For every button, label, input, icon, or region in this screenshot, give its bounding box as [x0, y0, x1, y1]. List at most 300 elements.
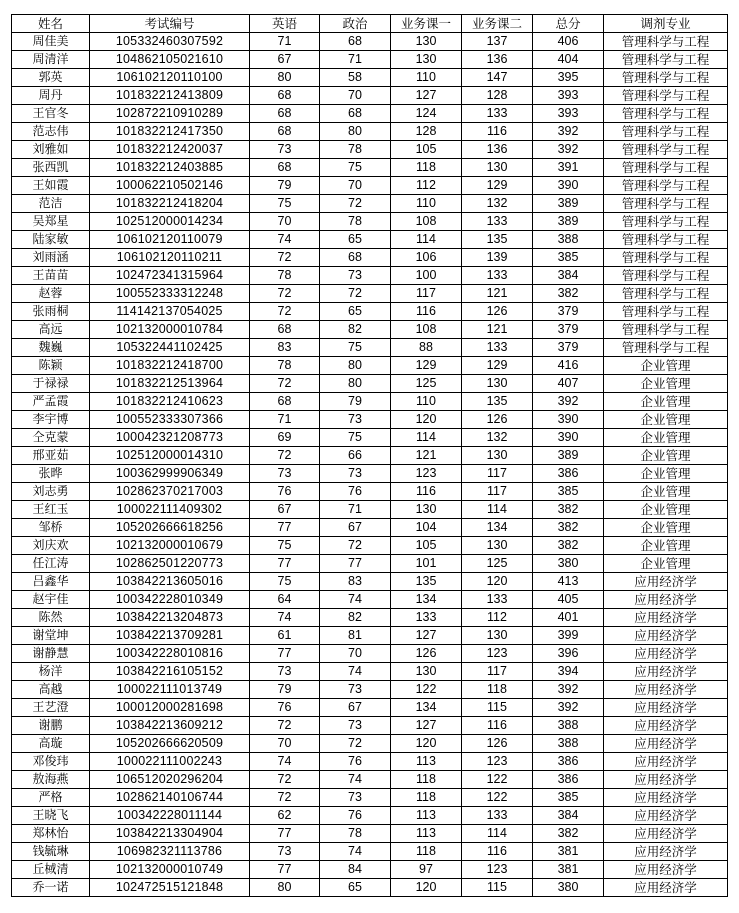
cell-subject-one: 129 — [391, 357, 462, 375]
table-row — [12, 879, 728, 897]
cell-total: 390 — [533, 411, 604, 429]
cell-politics: 72 — [320, 285, 391, 303]
cell-subject-one: 113 — [391, 807, 462, 825]
cell-major: 管理科学与工程 — [604, 159, 728, 177]
cell-name: 刘雅如 — [12, 141, 90, 159]
cell-subject-two: 123 — [462, 753, 533, 771]
cell-major: 管理科学与工程 — [604, 51, 728, 69]
table-row — [12, 555, 728, 573]
cell-major: 应用经济学 — [604, 663, 728, 681]
cell-total: 395 — [533, 69, 604, 87]
cell-exam-id: 101832212417350 — [90, 123, 250, 141]
cell-name: 范志伟 — [12, 123, 90, 141]
cell-total: 382 — [533, 519, 604, 537]
cell-english: 75 — [250, 537, 320, 555]
cell-subject-one: 121 — [391, 447, 462, 465]
cell-exam-id: 102472515121848 — [90, 879, 250, 897]
cell-total: 413 — [533, 573, 604, 591]
cell-total: 382 — [533, 501, 604, 519]
table-row — [12, 717, 728, 735]
cell-total: 386 — [533, 753, 604, 771]
cell-english: 72 — [250, 375, 320, 393]
cell-subject-one: 116 — [391, 303, 462, 321]
cell-subject-one: 120 — [391, 879, 462, 897]
cell-politics: 73 — [320, 411, 391, 429]
cell-major: 应用经济学 — [604, 771, 728, 789]
cell-english: 67 — [250, 51, 320, 69]
cell-subject-one: 118 — [391, 159, 462, 177]
cell-major: 企业管理 — [604, 501, 728, 519]
cell-major: 管理科学与工程 — [604, 33, 728, 51]
cell-name: 乔一诺 — [12, 879, 90, 897]
cell-english: 77 — [250, 519, 320, 537]
cell-politics: 70 — [320, 645, 391, 663]
cell-exam-id: 101832212418700 — [90, 357, 250, 375]
cell-exam-id: 102862370217003 — [90, 483, 250, 501]
cell-subject-one: 110 — [391, 69, 462, 87]
cell-major: 企业管理 — [604, 393, 728, 411]
cell-name: 邹桥 — [12, 519, 90, 537]
cell-politics: 76 — [320, 483, 391, 501]
cell-major: 企业管理 — [604, 519, 728, 537]
cell-subject-one: 120 — [391, 411, 462, 429]
cell-politics: 68 — [320, 105, 391, 123]
cell-subject-one: 117 — [391, 285, 462, 303]
cell-politics: 74 — [320, 771, 391, 789]
cell-english: 71 — [250, 411, 320, 429]
cell-politics: 76 — [320, 807, 391, 825]
cell-name: 张西凯 — [12, 159, 90, 177]
cell-politics: 73 — [320, 717, 391, 735]
cell-exam-id: 100062210502146 — [90, 177, 250, 195]
cell-subject-two: 121 — [462, 285, 533, 303]
cell-name: 周清洋 — [12, 51, 90, 69]
cell-total: 380 — [533, 555, 604, 573]
cell-major: 应用经济学 — [604, 591, 728, 609]
cell-total: 386 — [533, 465, 604, 483]
cell-major: 应用经济学 — [604, 753, 728, 771]
cell-english: 72 — [250, 447, 320, 465]
table-row — [12, 141, 728, 159]
cell-name: 严孟霞 — [12, 393, 90, 411]
table-row — [12, 627, 728, 645]
cell-subject-one: 118 — [391, 771, 462, 789]
cell-name: 邓俊玮 — [12, 753, 90, 771]
cell-subject-two: 126 — [462, 735, 533, 753]
cell-name: 陆家敏 — [12, 231, 90, 249]
cell-total: 389 — [533, 447, 604, 465]
cell-subject-one: 130 — [391, 501, 462, 519]
header-subject-two: 业务课二 — [462, 15, 533, 33]
cell-name: 刘志勇 — [12, 483, 90, 501]
cell-major: 应用经济学 — [604, 681, 728, 699]
cell-exam-id: 102872210910289 — [90, 105, 250, 123]
cell-name: 谢静慧 — [12, 645, 90, 663]
table-row — [12, 843, 728, 861]
cell-politics: 78 — [320, 825, 391, 843]
table-row — [12, 339, 728, 357]
cell-subject-two: 130 — [462, 159, 533, 177]
table-row — [12, 825, 728, 843]
cell-subject-one: 106 — [391, 249, 462, 267]
cell-subject-one: 130 — [391, 663, 462, 681]
cell-subject-two: 114 — [462, 501, 533, 519]
cell-total: 392 — [533, 681, 604, 699]
table-row — [12, 105, 728, 123]
cell-total: 379 — [533, 321, 604, 339]
cell-english: 72 — [250, 285, 320, 303]
table-row — [12, 735, 728, 753]
cell-major: 应用经济学 — [604, 861, 728, 879]
cell-politics: 77 — [320, 555, 391, 573]
cell-english: 70 — [250, 735, 320, 753]
cell-politics: 73 — [320, 267, 391, 285]
cell-politics: 78 — [320, 141, 391, 159]
cell-exam-id: 102862501220773 — [90, 555, 250, 573]
cell-exam-id: 100022111002243 — [90, 753, 250, 771]
cell-subject-one: 118 — [391, 789, 462, 807]
cell-major: 企业管理 — [604, 357, 728, 375]
cell-subject-one: 88 — [391, 339, 462, 357]
cell-subject-one: 105 — [391, 537, 462, 555]
cell-major: 管理科学与工程 — [604, 195, 728, 213]
cell-major: 管理科学与工程 — [604, 123, 728, 141]
cell-exam-id: 100342228010349 — [90, 591, 250, 609]
cell-english: 71 — [250, 33, 320, 51]
cell-subject-two: 120 — [462, 573, 533, 591]
cell-subject-two: 133 — [462, 591, 533, 609]
cell-name: 王晓飞 — [12, 807, 90, 825]
cell-exam-id: 100342228010816 — [90, 645, 250, 663]
cell-total: 407 — [533, 375, 604, 393]
cell-exam-id: 105332460307592 — [90, 33, 250, 51]
cell-politics: 83 — [320, 573, 391, 591]
cell-subject-one: 126 — [391, 645, 462, 663]
cell-english: 62 — [250, 807, 320, 825]
cell-name: 周丹 — [12, 87, 90, 105]
table-row — [12, 699, 728, 717]
cell-subject-two: 133 — [462, 807, 533, 825]
table-row — [12, 663, 728, 681]
cell-subject-one: 134 — [391, 699, 462, 717]
cell-total: 385 — [533, 249, 604, 267]
cell-subject-one: 101 — [391, 555, 462, 573]
cell-subject-two: 117 — [462, 483, 533, 501]
table-row — [12, 429, 728, 447]
cell-english: 76 — [250, 699, 320, 717]
cell-major: 企业管理 — [604, 483, 728, 501]
cell-subject-one: 104 — [391, 519, 462, 537]
cell-name: 郭英 — [12, 69, 90, 87]
cell-subject-one: 120 — [391, 735, 462, 753]
cell-exam-id: 101832212410623 — [90, 393, 250, 411]
cell-exam-id: 102512000014310 — [90, 447, 250, 465]
cell-politics: 80 — [320, 375, 391, 393]
cell-politics: 72 — [320, 537, 391, 555]
cell-english: 73 — [250, 465, 320, 483]
cell-name: 邢亚茹 — [12, 447, 90, 465]
table-row — [12, 753, 728, 771]
cell-subject-one: 105 — [391, 141, 462, 159]
cell-politics: 71 — [320, 51, 391, 69]
cell-politics: 65 — [320, 231, 391, 249]
cell-english: 68 — [250, 123, 320, 141]
cell-total: 392 — [533, 393, 604, 411]
cell-english: 70 — [250, 213, 320, 231]
cell-name: 周佳美 — [12, 33, 90, 51]
cell-total: 390 — [533, 177, 604, 195]
cell-exam-id: 101832212420037 — [90, 141, 250, 159]
cell-total: 381 — [533, 861, 604, 879]
table-row — [12, 771, 728, 789]
cell-politics: 82 — [320, 321, 391, 339]
cell-subject-two: 130 — [462, 627, 533, 645]
cell-total: 384 — [533, 807, 604, 825]
cell-name: 陈然 — [12, 609, 90, 627]
cell-politics: 74 — [320, 591, 391, 609]
cell-total: 401 — [533, 609, 604, 627]
table-row — [12, 501, 728, 519]
table-row — [12, 861, 728, 879]
cell-subject-one: 127 — [391, 717, 462, 735]
table-row — [12, 123, 728, 141]
cell-subject-two: 130 — [462, 447, 533, 465]
table-row — [12, 33, 728, 51]
table-row — [12, 249, 728, 267]
cell-exam-id: 102512000014234 — [90, 213, 250, 231]
cell-subject-one: 118 — [391, 843, 462, 861]
cell-major: 应用经济学 — [604, 807, 728, 825]
table-row — [12, 393, 728, 411]
cell-total: 379 — [533, 303, 604, 321]
cell-major: 管理科学与工程 — [604, 105, 728, 123]
table-row — [12, 537, 728, 555]
cell-english: 79 — [250, 177, 320, 195]
cell-name: 任江涛 — [12, 555, 90, 573]
cell-major: 应用经济学 — [604, 825, 728, 843]
cell-total: 391 — [533, 159, 604, 177]
cell-subject-two: 136 — [462, 141, 533, 159]
cell-politics: 75 — [320, 429, 391, 447]
cell-subject-two: 126 — [462, 303, 533, 321]
cell-politics: 71 — [320, 501, 391, 519]
cell-name: 王红玉 — [12, 501, 90, 519]
cell-subject-two: 112 — [462, 609, 533, 627]
header-politics: 政治 — [320, 15, 391, 33]
cell-subject-two: 134 — [462, 519, 533, 537]
cell-total: 380 — [533, 879, 604, 897]
cell-english: 75 — [250, 573, 320, 591]
cell-name: 张雨桐 — [12, 303, 90, 321]
cell-exam-id: 101832212403885 — [90, 159, 250, 177]
cell-major: 管理科学与工程 — [604, 339, 728, 357]
cell-subject-one: 110 — [391, 195, 462, 213]
cell-subject-two: 147 — [462, 69, 533, 87]
cell-total: 389 — [533, 213, 604, 231]
table-row — [12, 213, 728, 231]
cell-subject-one: 130 — [391, 51, 462, 69]
cell-name: 杨洋 — [12, 663, 90, 681]
cell-subject-two: 115 — [462, 699, 533, 717]
cell-english: 77 — [250, 861, 320, 879]
cell-name: 谢堂坤 — [12, 627, 90, 645]
cell-name: 谢鹏 — [12, 717, 90, 735]
table-row — [12, 411, 728, 429]
header-subject-one: 业务课一 — [391, 15, 462, 33]
cell-major: 应用经济学 — [604, 627, 728, 645]
cell-major: 应用经济学 — [604, 735, 728, 753]
cell-major: 应用经济学 — [604, 717, 728, 735]
cell-subject-one: 110 — [391, 393, 462, 411]
cell-name: 吕鑫华 — [12, 573, 90, 591]
cell-politics: 82 — [320, 609, 391, 627]
cell-name: 王如霞 — [12, 177, 90, 195]
table-row — [12, 303, 728, 321]
cell-politics: 72 — [320, 195, 391, 213]
cell-total: 392 — [533, 123, 604, 141]
cell-subject-one: 113 — [391, 753, 462, 771]
cell-total: 392 — [533, 699, 604, 717]
cell-name: 范洁 — [12, 195, 90, 213]
cell-total: 382 — [533, 537, 604, 555]
cell-name: 刘雨涵 — [12, 249, 90, 267]
table-row — [12, 465, 728, 483]
cell-politics: 74 — [320, 663, 391, 681]
cell-subject-two: 125 — [462, 555, 533, 573]
cell-subject-two: 139 — [462, 249, 533, 267]
cell-exam-id: 103842213609212 — [90, 717, 250, 735]
cell-major: 管理科学与工程 — [604, 231, 728, 249]
cell-english: 73 — [250, 663, 320, 681]
table-row — [12, 159, 728, 177]
cell-subject-one: 130 — [391, 33, 462, 51]
cell-total: 405 — [533, 591, 604, 609]
cell-name: 王苗苗 — [12, 267, 90, 285]
cell-english: 72 — [250, 249, 320, 267]
table-row — [12, 591, 728, 609]
cell-exam-id: 100342228011144 — [90, 807, 250, 825]
cell-major: 应用经济学 — [604, 843, 728, 861]
cell-name: 王官冬 — [12, 105, 90, 123]
cell-exam-id: 105322441102425 — [90, 339, 250, 357]
cell-major: 企业管理 — [604, 447, 728, 465]
cell-exam-id: 106102120110079 — [90, 231, 250, 249]
cell-politics: 76 — [320, 753, 391, 771]
cell-english: 78 — [250, 357, 320, 375]
cell-major: 应用经济学 — [604, 699, 728, 717]
cell-politics: 68 — [320, 33, 391, 51]
cell-english: 72 — [250, 717, 320, 735]
cell-total: 385 — [533, 789, 604, 807]
cell-name: 严格 — [12, 789, 90, 807]
cell-subject-two: 123 — [462, 861, 533, 879]
cell-subject-two: 117 — [462, 663, 533, 681]
cell-major: 应用经济学 — [604, 645, 728, 663]
cell-politics: 73 — [320, 789, 391, 807]
cell-total: 416 — [533, 357, 604, 375]
cell-major: 管理科学与工程 — [604, 249, 728, 267]
cell-english: 68 — [250, 159, 320, 177]
cell-english: 68 — [250, 87, 320, 105]
table-row — [12, 321, 728, 339]
cell-total: 394 — [533, 663, 604, 681]
cell-name: 魏巍 — [12, 339, 90, 357]
cell-english: 73 — [250, 843, 320, 861]
cell-subject-one: 127 — [391, 87, 462, 105]
cell-subject-one: 123 — [391, 465, 462, 483]
cell-subject-two: 129 — [462, 357, 533, 375]
cell-major: 管理科学与工程 — [604, 141, 728, 159]
cell-politics: 73 — [320, 465, 391, 483]
cell-english: 80 — [250, 879, 320, 897]
cell-name: 李宇博 — [12, 411, 90, 429]
cell-english: 74 — [250, 609, 320, 627]
cell-subject-one: 127 — [391, 627, 462, 645]
cell-exam-id: 104862105021610 — [90, 51, 250, 69]
cell-total: 392 — [533, 141, 604, 159]
cell-major: 企业管理 — [604, 375, 728, 393]
cell-total: 388 — [533, 735, 604, 753]
cell-politics: 68 — [320, 249, 391, 267]
cell-subject-two: 115 — [462, 879, 533, 897]
cell-name: 刘庆欢 — [12, 537, 90, 555]
cell-name: 丘棫清 — [12, 861, 90, 879]
cell-subject-one: 125 — [391, 375, 462, 393]
cell-politics: 66 — [320, 447, 391, 465]
cell-subject-two: 128 — [462, 87, 533, 105]
cell-total: 406 — [533, 33, 604, 51]
cell-english: 78 — [250, 267, 320, 285]
cell-total: 385 — [533, 483, 604, 501]
cell-name: 高璇 — [12, 735, 90, 753]
cell-name: 吴郑星 — [12, 213, 90, 231]
cell-exam-id: 105202666620509 — [90, 735, 250, 753]
cell-subject-two: 118 — [462, 681, 533, 699]
cell-english: 83 — [250, 339, 320, 357]
cell-subject-two: 116 — [462, 843, 533, 861]
cell-exam-id: 103842216105152 — [90, 663, 250, 681]
cell-total: 389 — [533, 195, 604, 213]
cell-subject-one: 108 — [391, 213, 462, 231]
cell-major: 管理科学与工程 — [604, 87, 728, 105]
cell-major: 管理科学与工程 — [604, 285, 728, 303]
cell-name: 王艺澄 — [12, 699, 90, 717]
cell-exam-id: 100552333307366 — [90, 411, 250, 429]
cell-exam-id: 103842213204873 — [90, 609, 250, 627]
table-row — [12, 483, 728, 501]
table-row — [12, 357, 728, 375]
cell-english: 72 — [250, 303, 320, 321]
cell-english: 69 — [250, 429, 320, 447]
cell-subject-two: 133 — [462, 339, 533, 357]
cell-name: 郑林怡 — [12, 825, 90, 843]
cell-exam-id: 106982321113786 — [90, 843, 250, 861]
cell-politics: 81 — [320, 627, 391, 645]
cell-subject-two: 116 — [462, 717, 533, 735]
header-major: 调剂专业 — [604, 15, 728, 33]
table-row — [12, 87, 728, 105]
cell-english: 67 — [250, 501, 320, 519]
cell-english: 68 — [250, 105, 320, 123]
cell-politics: 75 — [320, 159, 391, 177]
cell-english: 77 — [250, 555, 320, 573]
cell-exam-id: 100362999906349 — [90, 465, 250, 483]
cell-exam-id: 105202666618256 — [90, 519, 250, 537]
cell-politics: 67 — [320, 699, 391, 717]
cell-name: 赵蓉 — [12, 285, 90, 303]
table-body — [12, 33, 728, 897]
cell-total: 390 — [533, 429, 604, 447]
